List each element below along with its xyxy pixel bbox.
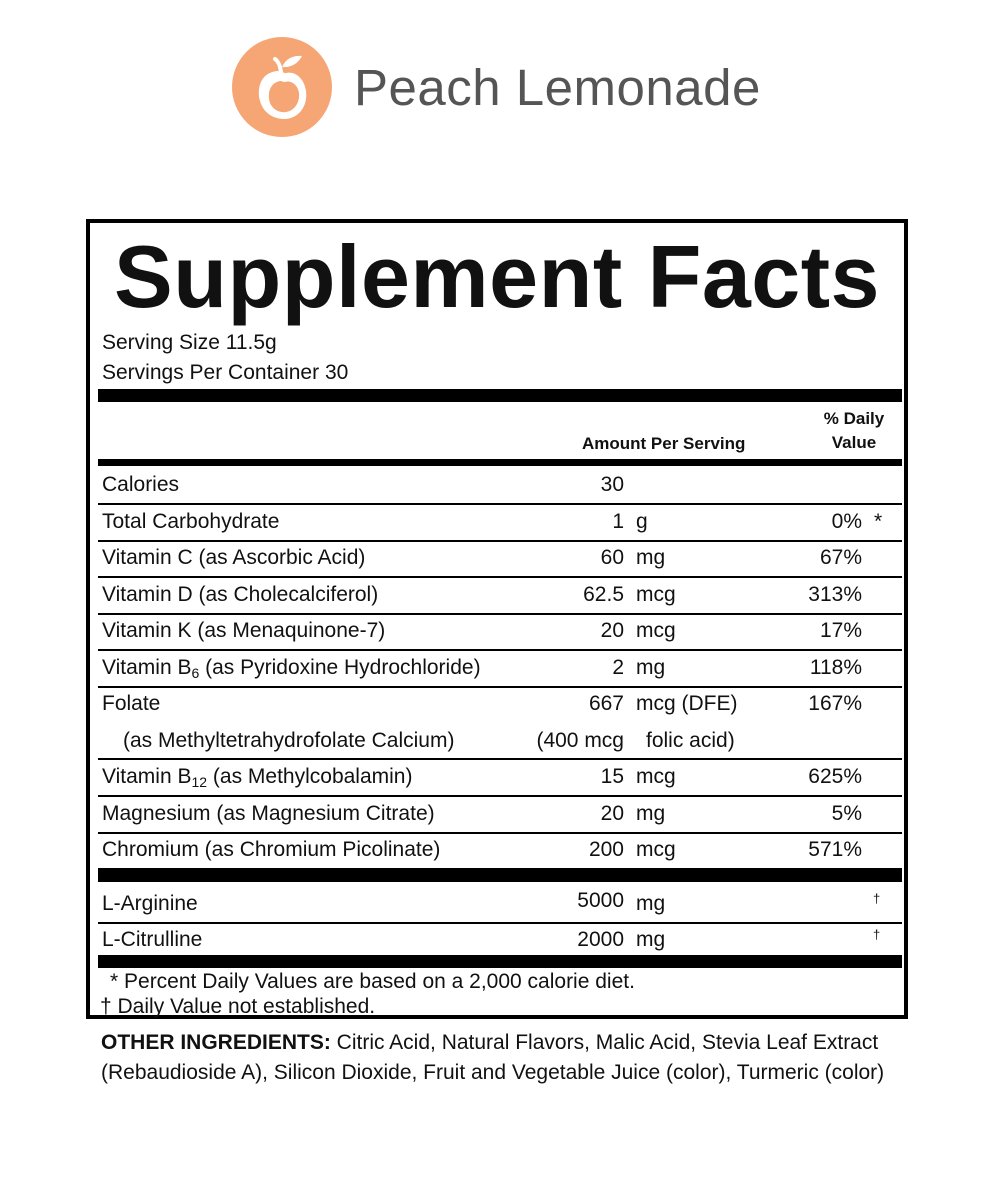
footnote-percent-dv: * Percent Daily Values are based on a 2,000 calorie diet. [110,970,635,993]
table-row [98,540,902,578]
name-subscript: 6 [191,665,200,681]
table-row [98,759,902,797]
folic-acid-amount: (400 mcg [536,729,624,752]
nutrient-amount: 20 [600,802,624,825]
nutrient-unit: mcg [636,765,676,788]
nutrient-amount: 62.5 [583,583,624,606]
ingredient-unit: mg [636,892,666,915]
nutrient-amount: 20 [600,619,624,642]
nutrient-name: Chromium (as Chromium Picolinate) [102,838,441,861]
table-row [98,613,902,651]
table-row [98,650,902,688]
daily-value: 17% [819,619,862,642]
nutrient-unit: mg [636,802,666,825]
serving-size: Serving Size 11.5g [102,331,277,354]
daily-value: 0% [831,510,862,533]
nutrient-name: Vitamin D (as Cholecalciferol) [102,583,379,606]
table-row [98,504,902,542]
nutrient-unit: mcg [636,619,676,642]
nutrient-amount: 667 [588,692,624,715]
name-text: Vitamin B [102,656,192,679]
daily-value: 167% [808,692,862,715]
nutrient-amount: 200 [588,838,624,861]
nutrient-unit: mg [636,546,666,569]
name-text: Vitamin B [102,765,192,788]
nutrient-name: Calories [102,473,180,496]
nutrient-name: Total Carbohydrate [102,510,280,533]
nutrient-name: Vitamin C (as Ascorbic Acid) [102,546,366,569]
daily-value: 5% [831,802,862,825]
facts-title: Supplement Facts [114,227,880,326]
daily-value: 67% [819,546,862,569]
nutrient-unit: mcg [636,838,676,861]
supplement-facts-panel [86,219,908,1019]
name-text: (as Methylcobalamin) [207,765,413,788]
ingredient-name: L-Arginine [102,892,198,915]
brand-header [232,37,761,137]
nutrient-name: Vitamin K (as Menaquinone-7) [102,619,386,642]
ingredient-amount: 5000 [577,889,624,912]
name-text: (as Pyridoxine Hydrochloride) [199,656,481,679]
nutrient-amount: 15 [600,765,624,788]
daily-value: 313% [808,583,862,606]
nutrient-unit: mcg [636,583,676,606]
dagger-mark: † [873,891,881,906]
nutrient-name [102,650,481,686]
nutrient-amount: 60 [600,546,624,569]
table-row [98,686,902,760]
product-name: Peach Lemonade [354,58,761,116]
nutrient-name [102,759,412,795]
other-ingredients-text: Citric Acid, Natural Flavors, Malic Acid, Stevia Leaf Extract (Rebaudioside A), Silicon Dioxide, Fruit and Vegetable Juice (color), Turmeric (color) [101,1031,885,1084]
nutrient-source: (as Methyltetrahydrofolate Calcium) [123,729,455,752]
table-row [98,922,902,958]
table-row [98,577,902,615]
nutrient-unit: mcg (DFE) [636,692,738,715]
table-row [98,832,902,868]
ingredient-unit: mg [636,928,666,951]
header-dv-line2: Value [831,433,877,452]
name-subscript: 12 [191,774,208,790]
nutrient-name: Magnesium (as Magnesium Citrate) [102,802,435,825]
nutrient-unit: g [636,510,648,533]
header-daily-value [808,407,900,455]
other-ingredients [101,1028,921,1088]
dagger-mark: † [873,927,881,942]
ingredient-name: L-Citrulline [102,928,203,951]
thick-divider [98,389,902,402]
folic-acid-unit: folic acid) [646,729,735,752]
servings-per-container: Servings Per Container 30 [102,361,349,384]
header-amount-per-serving: Amount Per Serving [582,434,746,453]
nutrient-amount: 2 [612,656,624,679]
nutrient-name: Folate [102,692,161,715]
nutrient-amount: 1 [612,510,624,533]
daily-value: 571% [808,838,862,861]
nutrient-amount: 30 [600,473,624,496]
other-ingredients-label: OTHER INGREDIENTS: [101,1031,331,1054]
ingredient-amount: 2000 [577,928,624,951]
header-divider [98,459,902,466]
thick-divider [98,955,902,968]
table-row [98,886,902,924]
header-dv-line1: % Daily [823,409,885,428]
table-row [98,467,902,505]
footnote-dagger: † Daily Value not established. [100,995,376,1018]
daily-value: 625% [808,765,862,788]
peach-icon [232,37,332,137]
nutrient-unit: mg [636,656,666,679]
thick-divider [98,868,902,882]
table-row [98,796,902,834]
daily-value: 118% [809,656,862,679]
footnote-mark: * [874,510,883,533]
